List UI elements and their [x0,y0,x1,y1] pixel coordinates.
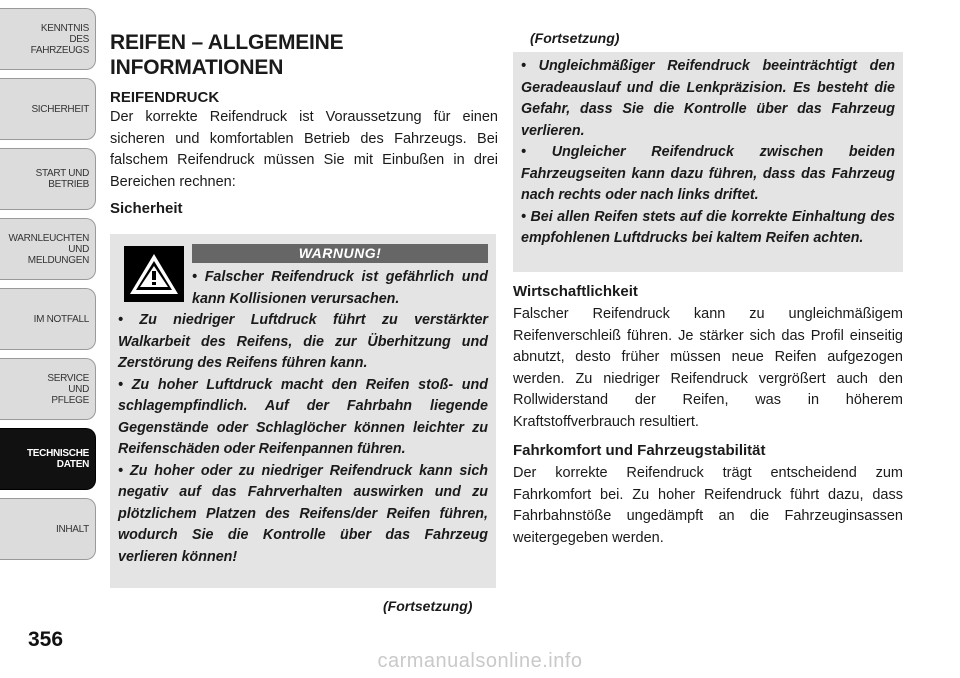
section-heading-fahrkomfort: Fahrkomfort und Fahrzeugstabilität [513,442,766,459]
warning-label: WARNUNG! [192,244,488,263]
warning-item: • Ungleichmäßiger Reifendruck beeinträchtigt den Geradeauslauf und die Lenkpräzision. Es besteht die Gefahr, dass Sie die Kontrolle über das Fahrzeug verlieren. [521,56,895,142]
section-heading-reifendruck: REIFENDRUCK [110,89,220,106]
page-number: 356 [28,628,64,651]
continued-header: (Fortsetzung) [530,30,620,46]
warning-triangle-icon [124,246,184,302]
warning-box-continued [513,52,903,272]
warning-item: • Zu hoher Luftdruck macht den Reifen stoß- und schlagempfindlich. Auf der Fahrbahn liegende Gegenstände oder Schlaglöcher können leichter zu Reifenschäden oder Reifenpannen führen. [118,375,488,461]
tab-start-und-betrieb[interactable]: START UND BETRIEB [0,148,96,210]
section-heading-sicherheit: Sicherheit [110,200,183,217]
tab-warnleuchten-und-meldungen[interactable]: WARNLEUCHTEN UND MELDUNGEN [0,218,96,280]
right-column [513,276,903,549]
warning-box [110,234,496,588]
tab-inhalt[interactable]: INHALT [0,498,96,560]
tab-technische-daten[interactable]: TECHNISCHE DATEN [0,428,96,490]
intro-paragraph: Der korrekte Reifendruck ist Voraussetzung für einen sicheren und komfortablen Betrieb des Fahrzeugs. Bei falschem Reifendruck müssen Sie mit Einbußen in drei Bereichen rechnen: [110,109,498,190]
warning-item: • Zu hoher oder zu niedriger Reifendruck kann sich negativ auf das Fahrverhalten auswirken und zu plötzlichem Platzen des Reifens/der Reifen führen, wodurch Sie die Kontrolle über das Fahrzeug verlieren können! [118,461,488,569]
tab-kenntnis-des-fahrzeugs[interactable]: KENNTNIS DES FAHRZEUGS [0,8,96,70]
section-heading-wirtschaftlichkeit: Wirtschaftlichkeit [513,283,638,300]
tab-im-notfall[interactable]: IM NOTFALL [0,288,96,350]
warning-item: • Bei allen Reifen stets auf die korrekte Einhaltung des empfohlenen Luftdrucks bei kaltem Reifen achten. [521,207,895,250]
tab-service-und-pflege[interactable]: SERVICE UND PFLEGE [0,358,96,420]
tab-sicherheit[interactable]: SICHERHEIT [0,78,96,140]
warning-item: • Ungleicher Reifendruck zwischen beiden Fahrzeugseiten kann dazu führen, dass das Fahrzeug nach rechts oder nach links driftet. [521,142,895,207]
comfort-paragraph: Der korrekte Reifendruck trägt entscheidend zum Fahrkomfort bei. Zu hoher Reifendruck führt dazu, dass Fahrbahnstöße ungedämpft an die Fahrzeuginsassen weitergegeben werden. [513,465,903,546]
page-title: REIFEN – ALLGEMEINE INFORMATIONEN [110,31,344,79]
watermark: carmanualsonline.info [377,650,583,672]
economy-paragraph: Falscher Reifendruck kann zu ungleichmäßigem Reifenverschleiß führen. Je stärker sich das Profil einseitig abnutzt, desto früher müssen neue Reifen aufgezogen werden. Zu niedriger Reifendruck vergrößert auch den Rollwiderstand der Reifen, was in höherem Kraftstoffverbrauch resultiert. [513,306,903,430]
continued-note: (Fortsetzung) [383,598,473,614]
warning-item: • Zu niedriger Luftdruck führt zu verstärkter Walkarbeit des Reifens, die zur Überhitzung und Zerstörung des Reifens führen kann. [118,310,488,375]
left-column [110,30,498,221]
warning-item: • Falscher Reifendruck ist gefährlich und kann Kollisionen verursachen. [192,267,488,310]
